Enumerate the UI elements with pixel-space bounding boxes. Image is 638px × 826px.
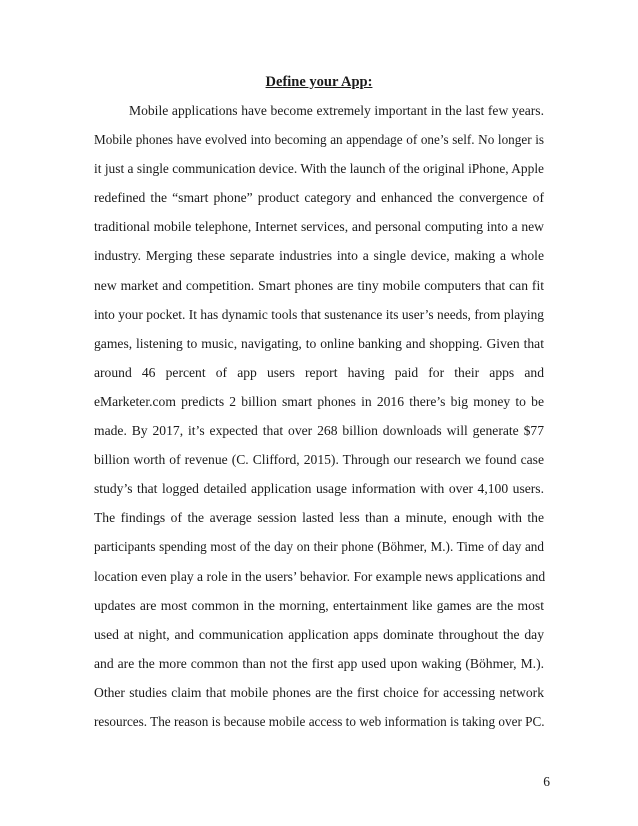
paragraph-line: used at night, and communication application apps dominate throughout the day: [94, 626, 544, 642]
paragraph-line: into your pocket. It has dynamic tools that sustenance its user’s needs, from playing: [94, 306, 544, 322]
paragraph-line: it just a single communication device. With the launch of the original iPhone, Apple: [94, 161, 544, 177]
paragraph-line: new market and competition. Smart phones are tiny mobile computers that can fit: [94, 277, 544, 293]
section-title: Define your App:: [265, 74, 373, 90]
paragraph-line: industry. Merging these separate industries into a single device, making a whole: [94, 248, 544, 264]
paragraph-line: games, listening to music, navigating, to online banking and shopping. Given that: [94, 335, 544, 351]
page-number: 6: [543, 774, 550, 789]
paragraph-line: made. By 2017, it’s expected that over 268 billion downloads will generate $77: [94, 423, 544, 439]
paragraph-line: participants spending most of the day on their phone (Böhmer, M.). Time of day and: [94, 539, 544, 555]
paragraph-line: eMarketer.com predicts 2 billion smart phones in 2016 there’s big money to be: [94, 393, 544, 409]
paragraph-line: traditional mobile telephone, Internet services, and personal computing into a new: [94, 219, 544, 235]
paragraph-line: Other studies claim that mobile phones are the first choice for accessing network: [94, 684, 544, 700]
paragraph-line: location even play a role in the users’ behavior. For example news applications and: [94, 568, 546, 584]
paragraph-line: updates are most common in the morning, entertainment like games are the most: [94, 597, 544, 613]
paragraph-line: billion worth of revenue (C. Clifford, 2015). Through our research we found case: [94, 452, 544, 468]
paragraph-line: resources. The reason is because mobile access to web information is taking over PC.: [94, 713, 545, 729]
paragraph-line: Mobile applications have become extremely important in the last few years.: [129, 103, 544, 118]
paragraph-line: study’s that logged detailed application usage information with over 4,100 users.: [94, 481, 544, 497]
paragraph-line: Mobile phones have evolved into becoming an appendage of one’s self. No longer is: [94, 132, 544, 148]
paragraph-line: and are the more common than not the first app used upon waking (Böhmer, M.).: [94, 655, 544, 671]
body-paragraph: [94, 102, 544, 742]
paragraph-line: The findings of the average session lasted less than a minute, enough with the: [94, 510, 544, 526]
paragraph-line: redefined the “smart phone” product category and enhanced the convergence of: [94, 190, 544, 206]
paragraph-line: around 46 percent of app users report having paid for their apps and: [94, 364, 544, 380]
